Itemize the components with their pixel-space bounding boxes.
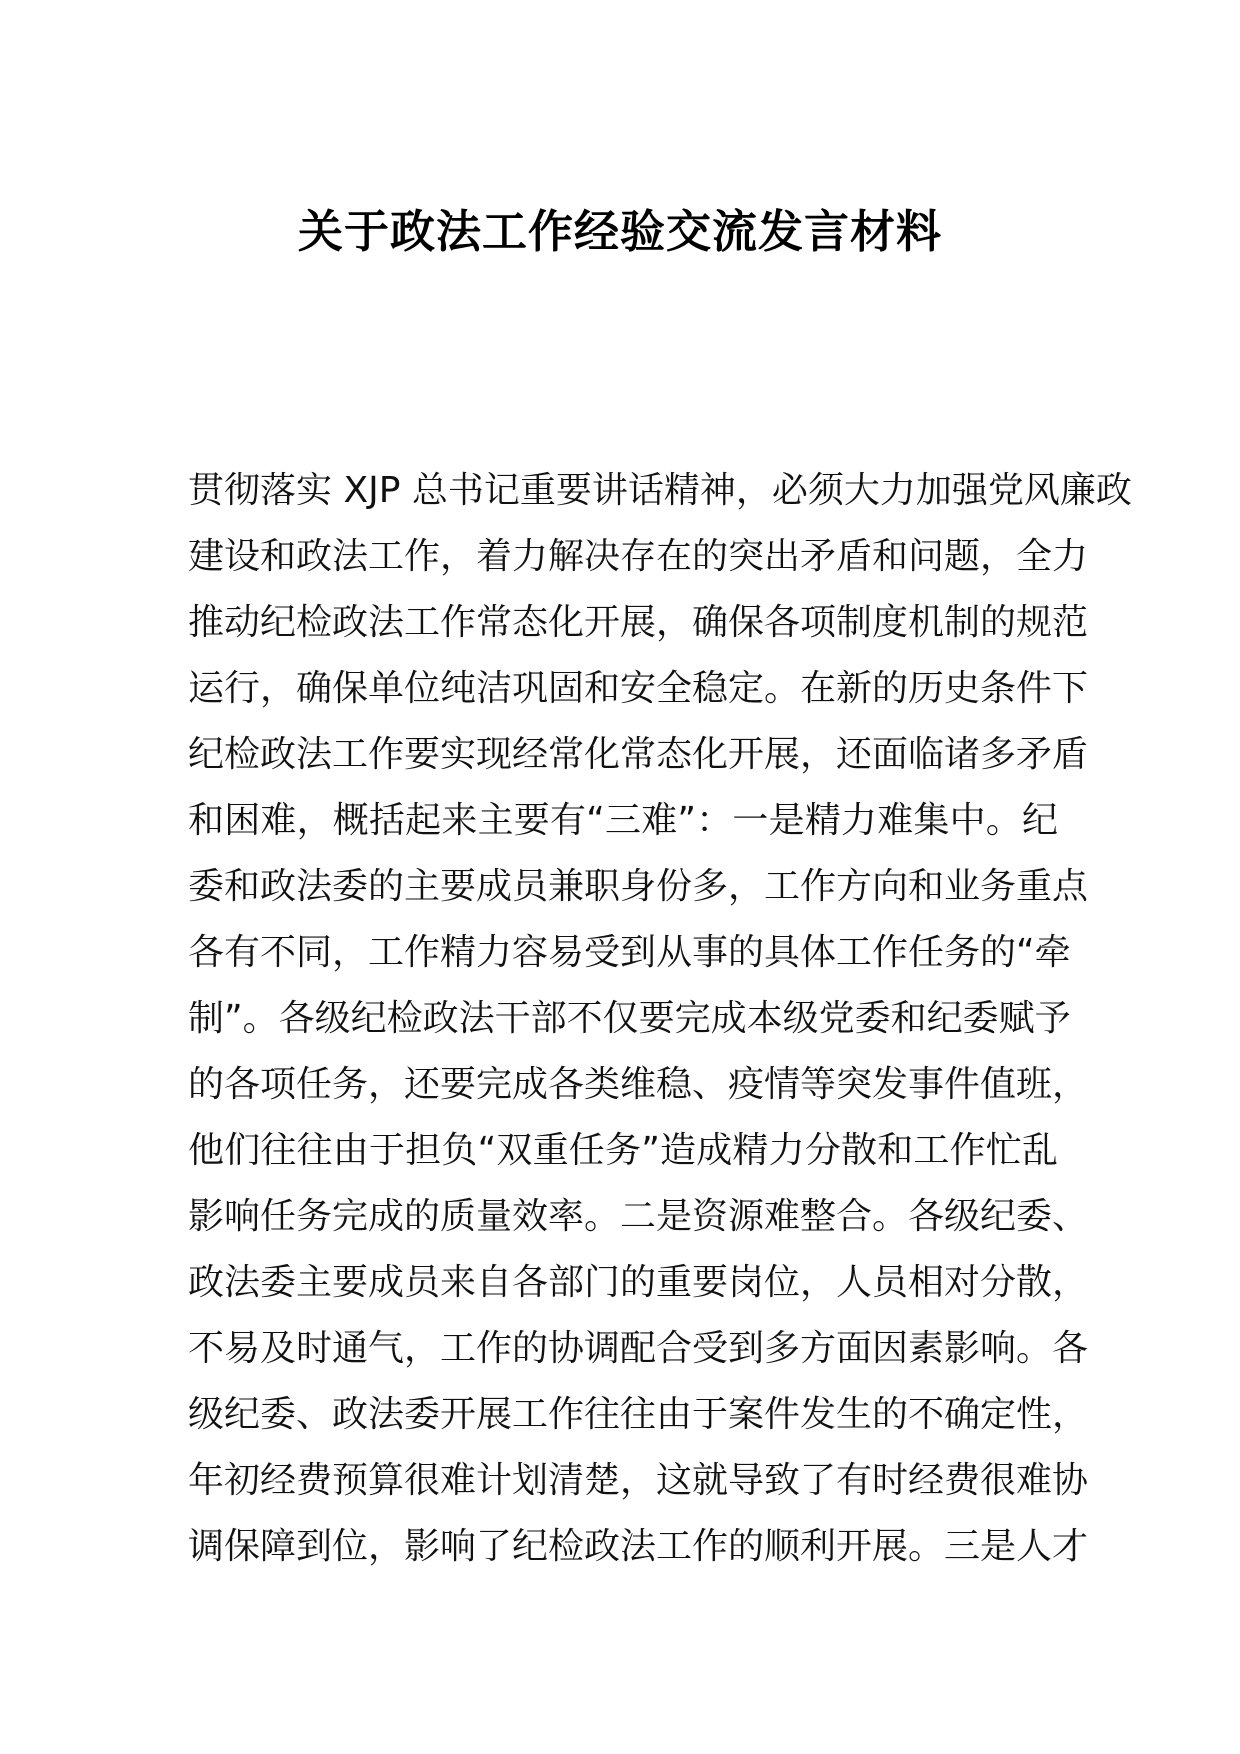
body-line-7: 委和政法委的主要成员兼职身份多，工作方向和业务重点	[188, 866, 1089, 907]
body-line-8: 各有不同，工作精力容易受到从事的具体工作任务的“牵	[188, 932, 1071, 973]
body-line-3: 推动纪检政法工作常态化开展，确保各项制度机制的规范	[188, 602, 1089, 643]
body-line-11: 他们往往由于担负“双重任务”造成精力分散和工作忙乱	[188, 1130, 1058, 1171]
body-line-9: 制”。各级纪检政法干部不仅要完成本级党委和纪委赋予	[188, 998, 1071, 1039]
body-line-15: 级纪委、政法委开展工作往往由于案件发生的不确定性，	[188, 1394, 1089, 1435]
body-line-17: 调保障到位，影响了纪检政法工作的顺利开展。三是人才	[188, 1526, 1089, 1567]
body-paragraph	[188, 458, 1132, 1580]
document-title: 关于政法工作经验交流发言材料	[297, 205, 942, 258]
body-line-5: 纪检政法工作要实现经常化常态化开展，还面临诸多矛盾	[188, 734, 1089, 775]
body-line-13: 政法委主要成员来自各部门的重要岗位，人员相对分散，	[188, 1262, 1089, 1303]
body-line-2: 建设和政法工作，着力解决存在的突出矛盾和问题，全力	[188, 536, 1089, 577]
body-line-10: 的各项任务，还要完成各类维稳、疫情等突发事件值班，	[188, 1064, 1089, 1105]
body-line-12: 影响任务完成的质量效率。二是资源难整合。各级纪委、	[188, 1196, 1089, 1237]
body-line-14: 不易及时通气，工作的协调配合受到多方面因素影响。各	[188, 1328, 1089, 1369]
body-line-4: 运行，确保单位纯洁巩固和安全稳定。在新的历史条件下	[188, 668, 1089, 709]
body-line-6: 和困难，概括起来主要有“三难”：一是精力难集中。纪	[188, 800, 1058, 841]
body-line-16: 年初经费预算很难计划清楚，这就导致了有时经费很难协	[188, 1460, 1089, 1501]
body-line-1: 贯彻落实 XJP 总书记重要讲话精神，必须大力加强党风廉政	[188, 470, 1132, 511]
